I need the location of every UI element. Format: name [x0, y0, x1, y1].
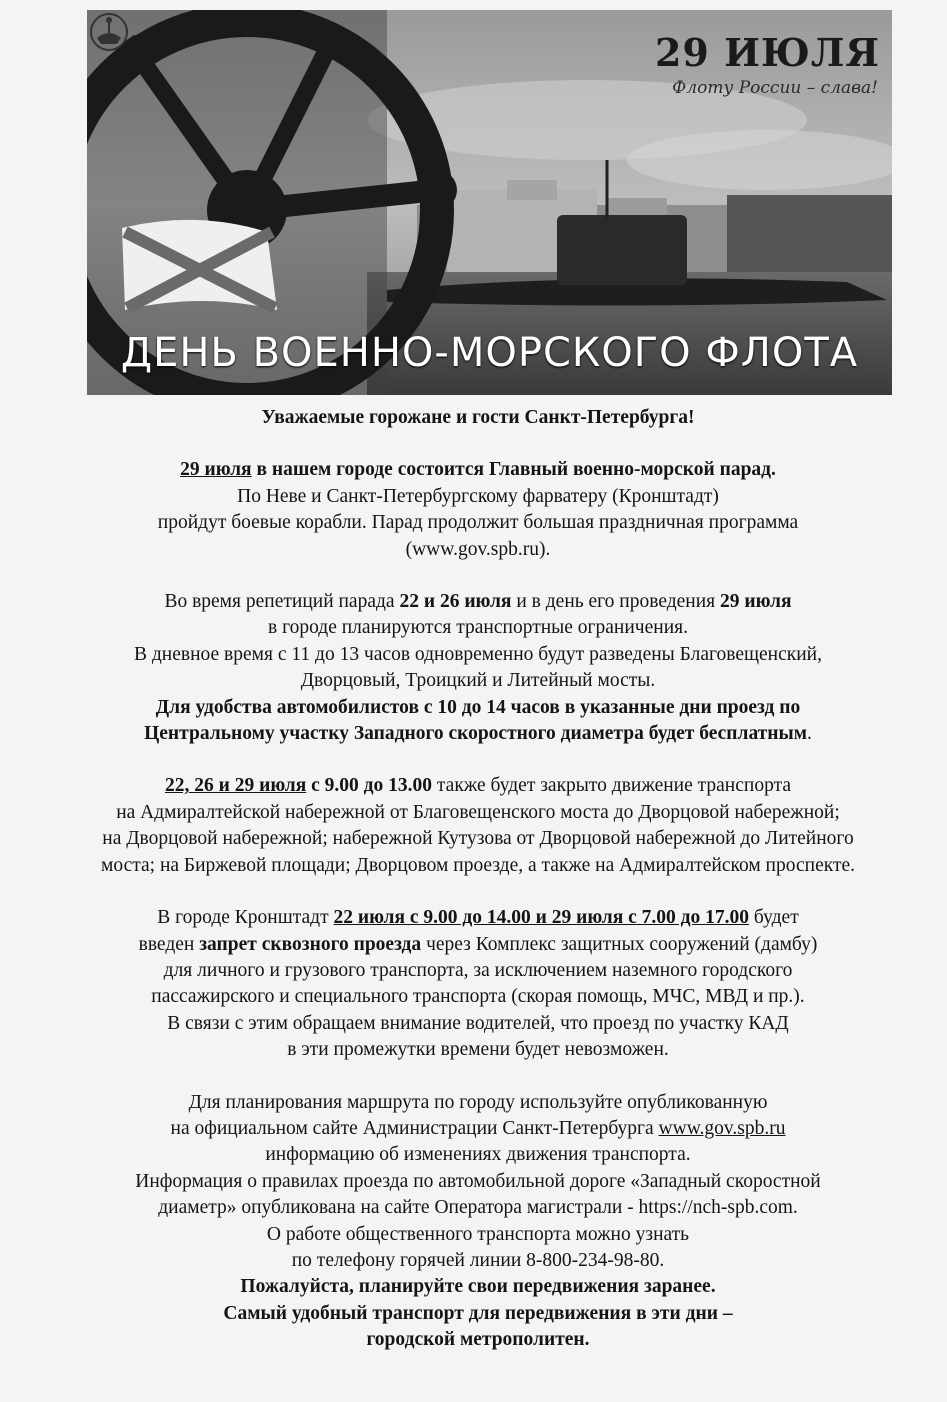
closure-dates: 22, 26 и 29 июля [165, 775, 307, 797]
through-traffic-ban: запрет сквозного проезда [199, 933, 422, 955]
text: через Комплекс защитных сооружений (дамбу) [421, 933, 818, 955]
info-line: Информация о правилах проезда по автомобильной дороге «Западный скоростной [135, 1170, 821, 1192]
closure-line: моста; на Биржевой площади; Дворцовом проезде, а также на Адмиралтейском проспекте. [101, 854, 855, 876]
kronstadt-line: для личного и грузового транспорта, за исключением наземного городского [163, 959, 793, 981]
info-line: информацию об изменениях движения транспорта. [265, 1144, 691, 1166]
kronstadt-line: в эти промежутки времени будет невозможен. [287, 1039, 669, 1061]
closure-line: на Адмиралтейской набережной от Благовещенского моста до Дворцовой набережной; [116, 801, 840, 823]
info-line: Для планирования маршрута по городу используйте опубликованную [188, 1091, 768, 1113]
closing-line: Самый удобный транспорт для передвижения в эти дни – [223, 1302, 733, 1324]
hotline-line: по телефону горячей линии 8-800-234-98-80. [291, 1249, 665, 1271]
text: на официальном сайте Администрации Санкт-Петербурга [170, 1117, 659, 1139]
text: В городе Кронштадт [157, 907, 334, 929]
closure-line [18, 773, 938, 799]
parade-line: пройдут боевые корабли. Парад продолжит большая праздничная программа [157, 512, 799, 534]
rehearsal-dates: 22 и 26 июля [399, 591, 512, 613]
kronstadt-dates: 22 июля с 9.00 до 14.00 и 29 июля с 7.00 до 17.00 [333, 907, 750, 929]
parade-day: 29 июля [720, 591, 792, 613]
text: Центральному участку Западного скоростного диаметра будет бесплатным [144, 723, 808, 745]
text: будет [749, 907, 799, 929]
kronstadt-line: пассажирского и специального транспорта (скорая помощь, МЧС, МВД и пр.). [151, 986, 805, 1008]
notice-text [18, 405, 938, 1354]
rehearsal-line: Дворцовый, Троицкий и Литейный мосты. [300, 670, 656, 692]
parade-date: 29 июля [180, 459, 252, 481]
submarine-tower [557, 215, 687, 285]
rehearsal-free-toll: Для удобства автомобилистов с 10 до 14 часов в указанные дни проезд по [155, 696, 801, 718]
kronstadt-line [18, 905, 938, 931]
rehearsal-line [18, 589, 938, 615]
info-line: О работе общественного транспорта можно узнать [266, 1223, 690, 1245]
kronstadt-line: В связи с этим обращаем внимание водителей, что проезд по участку КАД [167, 1012, 789, 1034]
info-line [18, 1116, 938, 1142]
navy-emblem-icon [87, 10, 131, 54]
info-line: диаметр» опубликована на сайте Оператора магистрали - https://nch-spb.com. [158, 1197, 798, 1219]
text: . [807, 723, 812, 745]
banner-title: ДЕНЬ ВОЕННО-МОРСКОГО ФЛОТА [120, 330, 859, 376]
closure-line: на Дворцовой набережной; набережной Кутузова от Дворцовой набережной до Литейного [102, 828, 854, 850]
greeting: Уважаемые горожане и гости Санкт-Петербурга! [261, 407, 695, 428]
banner-slogan: Флоту России – слава! [672, 78, 878, 98]
rehearsal-line: В дневное время с 11 до 13 часов одновременно будут разведены Благовещенский, [134, 643, 822, 665]
kronstadt-line [18, 932, 938, 958]
trees [727, 195, 892, 275]
gov-spb-link[interactable]: www.gov.spb.ru [658, 1117, 786, 1139]
rehearsal-free-toll [18, 721, 938, 747]
text: и в день его проведения [511, 591, 721, 613]
text: также будет закрыто движение транспорта [432, 775, 791, 797]
closure-time: с 9.00 до 13.00 [306, 775, 433, 797]
banner-date: 29 ИЮЛЯ [654, 30, 880, 75]
closing-line: городской метрополитен. [366, 1329, 590, 1351]
text: Во время репетиций парада [164, 591, 400, 613]
parade-headline-text: в нашем городе состоится Главный военно-морской парад. [251, 459, 776, 481]
rehearsal-line: в городе планируются транспортные ограничения. [268, 617, 688, 639]
parade-line: (www.gov.spb.ru). [405, 538, 551, 560]
parade-line: По Неве и Санкт-Петербургскому фарватеру (Кронштадт) [237, 485, 719, 507]
text: введен [138, 933, 200, 955]
header-banner [87, 10, 892, 395]
closing-line: Пожалуйста, планируйте свои передвижения заранее. [240, 1276, 716, 1298]
parade-headline [18, 457, 938, 483]
